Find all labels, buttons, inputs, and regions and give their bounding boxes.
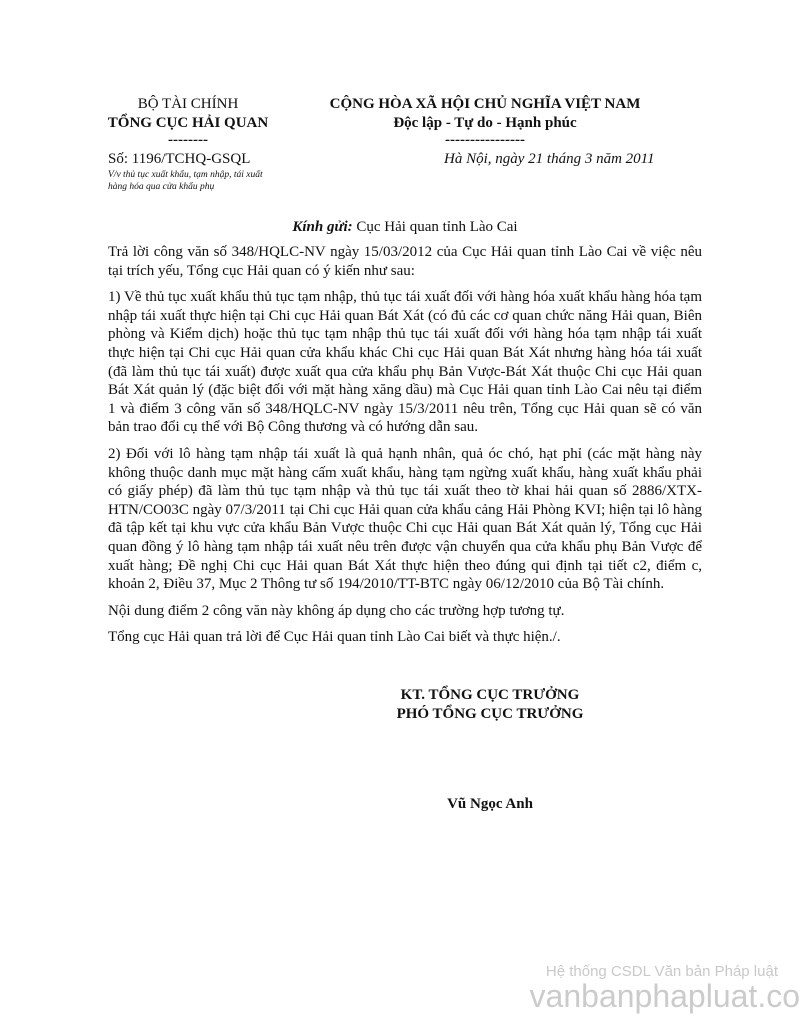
body-paragraph-1: Trả lời công văn số 348/HQLC-NV ngày 15/03/2012 của Cục Hải quan tỉnh Lào Cai về việc nêu tại trích yếu, Tổng cục Hải quan có ý kiến như sau:: [108, 244, 702, 279]
department-name: TỔNG CỤC HẢI QUAN: [107, 115, 269, 131]
ministry-name: BỘ TÀI CHÍNH: [137, 96, 239, 112]
header-right-separator: ----------------: [445, 132, 525, 148]
subject-line-2: hàng hóa qua cửa khẩu phụ: [108, 182, 215, 192]
header-left-separator: --------: [168, 132, 208, 148]
body-paragraph-3: 2) Đối với lô hàng tạm nhập tái xuất là quả hạnh nhân, quả óc chó, hạt phỉ (các mặt hàng này không thuộc danh mục mặt hàng cấm xuất khẩu, hàng tạm ngừng xuất khẩu, hàng xuất khẩu phải có giấy phép) đã làm thủ tục tạm nhập và thủ tục tái xuất theo tờ khai hải quan số 2886/XTX-HTN/CO03C ngày 07/3/2011 tại Chi cục Hải quan cửa khẩu cảng Hải Phòng KVI; hiện tại lô hàng đã tập kết tại khu vực cửa khẩu Bản Vược thuộc Chi cục Hải quan Bát Xát quản lý, Tổng cục Hải quan đồng ý lô hàng tạm nhập tái xuất nêu trên được vận chuyển qua cửa khẩu phụ Bản Vược để xuất hàng; Đề nghị Chi cục Hải quan Bát Xát thực hiện theo đúng qui định tại tiết c2, điểm c, khoản 2, Điều 37, Mục 2 Thông tư số 194/2010/TT-BTC ngày 06/12/2010 của Bộ Tài chính.: [108, 445, 702, 593]
document-subject: [108, 169, 263, 193]
recipient-name: Cục Hải quan tỉnh Lào Cai: [352, 219, 518, 235]
watermark-line-1: Hệ thống CSDL Văn bản Pháp luật: [545, 963, 778, 980]
watermark-line-2: vanbanphapluat.co: [529, 978, 800, 1014]
body-paragraph-5: Tổng cục Hải quan trả lời để Cục Hải quan tỉnh Lào Cai biết và thực hiện./.: [108, 629, 561, 646]
country-name: CỘNG HÒA XÃ HỘI CHỦ NGHĨA VIỆT NAM: [329, 96, 641, 112]
signer-title-2: PHÓ TỔNG CỤC TRƯỞNG: [396, 706, 584, 722]
document-body: [108, 243, 702, 655]
place-date: Hà Nội, ngày 21 tháng 3 năm 2011: [444, 151, 655, 167]
signer-name: Vũ Ngọc Anh: [447, 796, 533, 812]
recipient-label: Kính gửi:: [292, 219, 353, 235]
header-left: [88, 95, 288, 147]
recipient-line: [108, 219, 702, 236]
signer-title-1: KT. TỔNG CỤC TRƯỞNG: [400, 687, 580, 703]
body-paragraph-4: Nội dung điểm 2 công văn này không áp dụng cho các trường hợp tương tự.: [108, 602, 565, 619]
signature-block: [380, 686, 600, 724]
header-right: [290, 95, 680, 147]
document-number: Số: 1196/TCHQ-GSQL: [108, 151, 251, 167]
subject-line-1: V/v thủ tục xuất khẩu, tạm nhập, tái xuất: [108, 170, 263, 180]
national-motto: Độc lập - Tự do - Hạnh phúc: [393, 115, 577, 131]
body-paragraph-2: 1) Về thủ tục xuất khẩu thủ tục tạm nhập, thủ tục tái xuất đối với hàng hóa xuất khẩu hàng hóa tạm nhập tái xuất thực hiện tại Chi cục Hải quan Bát Xát (có đủ các cơ quan chức năng Hải quan, Biên phòng và Kiểm dịch) hoặc thủ tục tạm nhập thủ tục tái xuất đối với hàng hóa tạm nhập tái xuất thực hiện tại Chi cục Hải quan cửa khẩu khác Chi cục Hải quan Bát Xát nhưng hàng hóa tái xuất (đã làm thủ tục tái xuất) được xuất qua cửa khẩu phụ Bản Vược-Bát Xát thuộc Chi cục Hải quan Bát Xát quản lý (đặc biệt đối với mặt hàng xăng dầu) mà Cục Hải quan tỉnh Lào Cai nêu tại điểm 1 và điểm 3 công văn số 348/HQLC-NV ngày 15/3/2011 nêu trên, Tổng cục Hải quan sẽ có văn bản trao đổi cụ thể với Bộ Công thương và có hướng dẫn sau.: [108, 289, 702, 436]
